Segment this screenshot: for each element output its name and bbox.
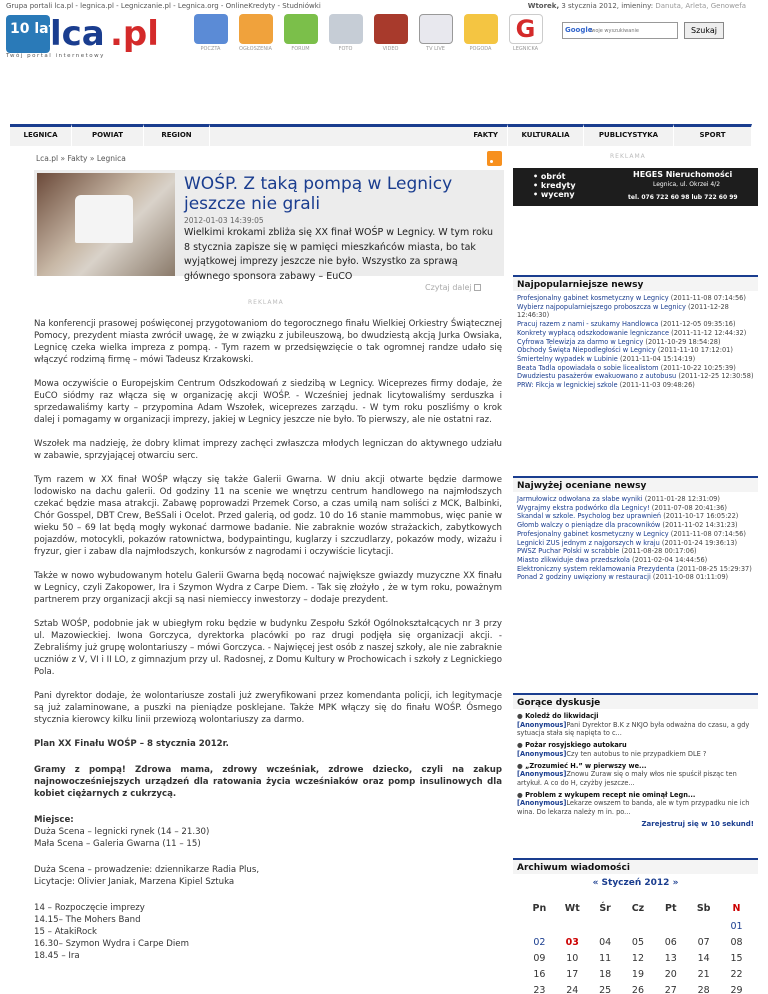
news-item bbox=[517, 338, 754, 347]
tab-kulturalia[interactable]: KULTURALIA bbox=[508, 124, 584, 146]
google-logo: Google bbox=[565, 26, 593, 34]
logo-tagline: Twój portal internetowy bbox=[6, 53, 105, 59]
news-item bbox=[517, 521, 754, 530]
article-paragraph: Sztab WOŚP, podobnie jak w ubiegłym roku będzie w budynku Zespołu Szkół Ogólnokształcących nr 3 przy ul. Mazowieckiej. Iwona Gorczyca, dyrektorka placówki po raz drugi podjęła się organizacji akcji. - Zebraliśmy już grupę wolontariuszy – mówi Gorczyca. - Najwięcej jest osób z naszej szkoły, ale nie zabraknie uczniów z V, VI i II LO, z gimnazjum przy ul. Radosnej, z Domu Kultury w Prochowicach i szkoły z Legnickiego Pola. bbox=[34, 619, 502, 677]
calendar-day bbox=[654, 918, 687, 934]
discussion-text: Lekarze owszem to banda, ale w tym przypadku nie ich wina. Do lekarza należy m in. po... bbox=[517, 799, 750, 817]
prev-month-button[interactable]: « bbox=[592, 878, 599, 888]
news-timestamp: (2011-12-05 09:35:16) bbox=[660, 320, 736, 329]
services-bar bbox=[188, 14, 548, 58]
calendar-day[interactable]: 05 bbox=[631, 936, 644, 948]
service-video[interactable]: VIDEO bbox=[368, 14, 413, 58]
calendar-day bbox=[687, 918, 720, 934]
jersey-shape bbox=[75, 195, 133, 243]
news-timestamp: (2011-10-08 01:11:09) bbox=[652, 573, 729, 582]
discussion-user: [Anonymous] bbox=[517, 720, 567, 729]
news-timestamp: (2011-11-08 07:14:56) bbox=[670, 529, 746, 538]
breadcrumb-fakty[interactable]: Fakty bbox=[67, 154, 88, 163]
news-item bbox=[517, 547, 754, 556]
news-item bbox=[517, 512, 754, 521]
weather-icon bbox=[464, 14, 498, 44]
camera-icon bbox=[329, 14, 363, 44]
news-link[interactable]: Śmiertelny wypadek w Lubinie bbox=[517, 354, 618, 363]
news-item bbox=[517, 294, 754, 303]
news-timestamp: (2011-12-28 12:46:30) bbox=[517, 302, 729, 320]
news-item bbox=[517, 381, 754, 390]
news-link[interactable]: Konkrety wypłacą odszkodowanie legniczance bbox=[517, 328, 670, 337]
news-timestamp: (2011-10-17 16:05:22) bbox=[663, 512, 739, 521]
calendar-weekday: N bbox=[732, 902, 741, 914]
discussion-title: ● Koledż do likwidacji bbox=[517, 712, 599, 720]
news-link[interactable]: Elektroniczny system reklamowania Prezydenta bbox=[517, 564, 675, 573]
tab-legnica[interactable]: LEGNICA bbox=[10, 124, 72, 146]
calendar-day[interactable]: 15 bbox=[730, 952, 743, 964]
calendar-day bbox=[523, 918, 556, 934]
article-header bbox=[34, 170, 504, 282]
news-link[interactable]: Profesjonalny gabinet kosmetyczny w Legnicy bbox=[517, 529, 669, 538]
breadcrumb: Lca.pl » Fakty » Legnica bbox=[36, 154, 126, 163]
service-ads[interactable]: OGŁOSZENIA bbox=[233, 14, 278, 58]
tab-publicystyka[interactable]: PUBLICYSTYKA bbox=[584, 124, 674, 146]
ad-label-article: REKLAMA bbox=[248, 299, 284, 306]
calendar-day[interactable]: 24 bbox=[566, 984, 579, 994]
bullet-icon: ● bbox=[517, 741, 526, 750]
discussion-text: Znowu Żuraw się o mały włos nie spuścił pisząc ten artykuł. A co do H, czyżby jeszcze... bbox=[517, 770, 737, 787]
news-link[interactable]: Beata Tadla opowiadała o sobie licealistom bbox=[517, 363, 659, 372]
news-timestamp: (2011-11-08 07:14:56) bbox=[670, 294, 746, 302]
calendar-table bbox=[523, 898, 753, 994]
news-link[interactable]: Ponad 2 godziny uwięziony w restauracji bbox=[517, 573, 651, 582]
news-item bbox=[517, 504, 754, 513]
article-title: WOŚP. Z taką pompą w Legnicy jeszcze nie grali bbox=[184, 174, 453, 214]
popular-news-box bbox=[513, 275, 758, 393]
forum-icon bbox=[284, 14, 318, 44]
news-link[interactable]: Pracuj razem z nami - szukamy Handlowca bbox=[517, 320, 659, 329]
news-timestamp: (2011-08-28 00:17:06) bbox=[621, 547, 697, 556]
calendar-day[interactable]: 02 bbox=[533, 936, 546, 948]
calendar-day[interactable]: 10 bbox=[566, 952, 579, 964]
news-link[interactable]: Skandal w szkole. Psycholog bez uprawnień bbox=[517, 512, 662, 521]
service-weather[interactable]: POGODA bbox=[458, 14, 503, 58]
service-photo[interactable]: FOTO bbox=[323, 14, 368, 58]
news-link[interactable]: PRW: Fikcja w legnickiej szkole bbox=[517, 381, 618, 390]
bullet-icon: ● bbox=[517, 761, 526, 770]
news-item bbox=[517, 329, 754, 338]
news-item bbox=[517, 556, 754, 565]
calendar-weekday: Wt bbox=[564, 902, 580, 914]
calendar-day[interactable]: 18 bbox=[599, 968, 612, 980]
search-button[interactable]: Szukaj bbox=[684, 22, 724, 39]
portal-group-links[interactable]: Grupa portali lca.pl - legnica.pl - Legniczanie.pl - Legnica.org - OnlineKredyty - Studniówki bbox=[6, 2, 321, 10]
calendar-day[interactable]: 08 bbox=[730, 936, 743, 948]
calendar-day[interactable]: 07 bbox=[697, 936, 710, 948]
discussion-user: [Anonymous] bbox=[517, 799, 567, 808]
hot-discussions-box bbox=[513, 693, 758, 831]
calendar-day[interactable]: 22 bbox=[730, 968, 743, 980]
calendar-day[interactable]: 27 bbox=[664, 984, 677, 994]
next-month-button[interactable]: » bbox=[672, 878, 679, 888]
box-title: Gorące dyskusje bbox=[513, 695, 758, 709]
calendar-day[interactable]: 06 bbox=[664, 936, 677, 948]
top-rated-list bbox=[513, 492, 758, 585]
news-timestamp: (2011-11-03 09:48:26) bbox=[619, 381, 695, 390]
tab-sport[interactable]: SPORT bbox=[674, 124, 752, 146]
news-link[interactable]: PWSZ Puchar Polski w scrabble bbox=[517, 547, 620, 556]
news-link[interactable]: Profesjonalny gabinet kosmetyczny w Legnicy bbox=[517, 294, 669, 302]
read-more-link[interactable]: Czytaj dalej bbox=[425, 283, 481, 292]
news-link[interactable]: Jarmułowicz odwołana za słabe wyniki bbox=[517, 495, 643, 503]
discussion-item[interactable] bbox=[517, 712, 754, 738]
news-link[interactable]: Wygrajmy ekstra podwórko dla Legnicy! bbox=[517, 503, 650, 512]
tv-icon bbox=[419, 14, 453, 44]
calendar-day[interactable]: 13 bbox=[664, 952, 677, 964]
calendar-day[interactable]: 29 bbox=[730, 984, 743, 994]
discussion-title: ● Problem z wykupem recept nie ominął Legn... bbox=[517, 790, 696, 799]
news-link[interactable]: Dwudziestu pasażerów ewakuowano z autobusu bbox=[517, 372, 677, 381]
article-date: 2012-01-03 14:39:05 bbox=[184, 216, 264, 225]
calendar-day[interactable]: 25 bbox=[599, 984, 612, 994]
calendar-day[interactable]: 16 bbox=[533, 968, 546, 980]
calendar-day[interactable]: 04 bbox=[599, 936, 612, 948]
month-label: Styczeń 2012 bbox=[601, 878, 670, 888]
article-paragraph: Także w nowo wybudowanym hotelu Galerii Gwarna będą nocować największe gwiazdy muzyczne XX finału w Legnicy, czyli Zakopower, Ira i Szymon Wydra z Carpe Diem. - Tak się złożyło , że w tym roku, poważnym partnerem przy organizacji akcji są nasi niemieccy inwestorzy – dodaje prezydent. bbox=[34, 571, 502, 605]
news-item bbox=[517, 539, 754, 548]
plan-title: Plan XX Finału WOŚP – 8 stycznia 2012r. bbox=[34, 739, 229, 749]
archive-calendar bbox=[513, 858, 758, 994]
news-item bbox=[517, 530, 754, 539]
tab-powiat[interactable]: POWIAT bbox=[72, 124, 144, 146]
mail-icon bbox=[194, 14, 228, 44]
discussion-user: [Anonymous] bbox=[517, 749, 567, 758]
popular-news-list bbox=[513, 291, 758, 393]
service-legnicka[interactable]: G LEGNICKA bbox=[503, 14, 548, 58]
news-link[interactable]: Wybierz najpopularniejszego proboszcza w Legnicy bbox=[517, 302, 686, 311]
news-link[interactable]: Cyfrowa Telewizja za darmo w Legnicy bbox=[517, 337, 644, 346]
heges-ad-banner[interactable] bbox=[513, 168, 758, 206]
logo-years: 10 lat bbox=[10, 21, 56, 37]
ad-label-top: REKLAMA bbox=[610, 153, 646, 160]
box-title: Archiwum wiadomości bbox=[513, 860, 758, 874]
calendar-day[interactable]: 09 bbox=[533, 952, 546, 964]
top-bar bbox=[0, 0, 768, 12]
news-timestamp: (2011-12-25 12:30:58) bbox=[678, 372, 754, 381]
video-icon bbox=[374, 14, 408, 44]
motto: Gramy z pompą! Zdrowa mama, zdrowy wcześniak, zdrowe dziecko, czyli na zakup najnowocześniejszych urządzeń dla ratowania życia wcześniaków oraz pomp insulinowych dla kobiet ciężarnych z cukrzycą. bbox=[34, 765, 502, 799]
calendar-day[interactable]: 28 bbox=[697, 984, 710, 994]
news-timestamp: (2011-01-24 19:36:13) bbox=[661, 538, 738, 547]
calendar-day[interactable]: 19 bbox=[631, 968, 644, 980]
article-photo bbox=[37, 173, 175, 276]
places: Miejsce: Duża Scena – legnicki rynek (14 – 21.30) Mała Scena – Galeria Gwarna (11 – 15) bbox=[34, 815, 210, 849]
calendar-weekday: Cz bbox=[631, 902, 645, 914]
discussions-list bbox=[513, 709, 758, 831]
discussion-user: [Anonymous] bbox=[517, 770, 567, 779]
calendar-day bbox=[589, 918, 622, 934]
site-logo[interactable] bbox=[6, 15, 176, 59]
news-link[interactable]: Głomb walczy o pieniądze dla pracowników bbox=[517, 521, 661, 530]
news-timestamp: (2011-11-12 12:44:32) bbox=[671, 328, 747, 337]
news-item bbox=[517, 346, 754, 355]
service-tv[interactable]: TV LIVE bbox=[413, 14, 458, 58]
box-title: Najwyżej oceniane newsy bbox=[513, 478, 758, 492]
news-item bbox=[517, 320, 754, 329]
calendar-day[interactable]: 03 bbox=[565, 936, 579, 948]
calendar-day[interactable]: 01 bbox=[730, 920, 743, 932]
service-mail[interactable]: POCZTA bbox=[188, 14, 233, 58]
news-timestamp: (2011-01-28 12:31:09) bbox=[644, 495, 720, 503]
ad-phone: tel. 076 722 60 98 lub 722 60 99 bbox=[628, 194, 738, 201]
calendar-day[interactable]: 26 bbox=[631, 984, 644, 994]
news-item bbox=[517, 372, 754, 381]
discussion-text: Pani Dyrektor B.K z NKJO była odważna do czasu, a gdy sytuacja stała się napięta to c... bbox=[517, 720, 750, 738]
news-timestamp: (2011-02-04 14:44:56) bbox=[632, 555, 708, 564]
ad-address: Legnica, ul. Okrzei 4/2 bbox=[653, 181, 721, 188]
calendar-day bbox=[556, 918, 589, 934]
checkbox-icon bbox=[474, 284, 481, 291]
service-forum[interactable]: FORUM bbox=[278, 14, 323, 58]
news-timestamp: (2011-11-04 15:14:19) bbox=[619, 354, 696, 363]
register-link[interactable]: Zarejestruj się w 10 sekund! bbox=[641, 819, 754, 828]
ad-bullets: • obrót • kredyty • wyceny bbox=[533, 172, 576, 199]
logo-name: lca bbox=[50, 14, 105, 54]
calendar-day[interactable]: 17 bbox=[566, 968, 579, 980]
article-paragraph: Tym razem w XX finał WOŚP włączy się także Galerii Gwarna. W dniu akcji otwarte będzie darmowe lodowisko na dachu galerii. Od godziny 11 na scenie we wnętrzu centrum handlowego na najmłodszych czekać będzie masa atrakcji. Zabawę poprowadzi Przemek Corso, a czas umilą nam soliści z MCK, Balbinki, Chór Gosspel, DBT Crew, BeSSali i Ocelot. Przed galerią, od godz. 10 do 16 stanie mammobus, więc panie w wieku 50 – 69 lat będą mogły wykonać darmowe badanie. Nie zabraknie wozów strażackich, zabytkowych pojazdów, motocykli, pokazów ratownictwa, bodypaintingu, kuglarzy i szczudlarzy, pokazów mody, wizażu i fryzur, gier i zabaw dla najmłodszych, konkursów z nagrodami i oczywiście licytacji. bbox=[34, 475, 502, 557]
news-item bbox=[517, 303, 754, 320]
news-timestamp: (2011-08-25 15:29:37) bbox=[676, 564, 752, 573]
article-body bbox=[34, 318, 502, 962]
news-item bbox=[517, 573, 754, 582]
article-paragraph: Pani dyrektor dodaje, że wolontariusze zostali już zweryfikowani przez komendanta policji, ich legitymacje są już zalaminowane, a puszki na pieniądze posklejane. Także MPK włączy się do finału WOŚP. Ósmego stycznia kierowcy kilku linii przewiozą wolontariuszy za darmo. bbox=[34, 691, 502, 725]
news-timestamp: (2011-10-29 18:54:28) bbox=[645, 337, 721, 346]
calendar-day[interactable]: 11 bbox=[599, 952, 612, 964]
top-rated-box bbox=[513, 476, 758, 585]
box-title: Najpopularniejsze newsy bbox=[513, 277, 758, 291]
calendar-day bbox=[622, 918, 655, 934]
article-paragraph: Mowa oczywiście o Europejskim Centrum Odszkodowań z siedzibą w Legnicy. Wiceprezes firmy dodaje, że EuCO siódmy raz włącza się w organizację akcji WOŚP. - Wcześniej jednak licytowaliśmy serduszka i sprzedawaliśmy karty – przypomina Adam Wszołek, wiceprezes zarządu. - W tym roku poszliśmy o krok dalej i pomagamy w organizacji imprezy, jakiej w Legnicy jeszcze nie było. To pierwszy, ale nie ostatni raz. bbox=[34, 379, 502, 425]
news-item bbox=[517, 495, 754, 504]
calendar-weekday: Pt bbox=[665, 902, 677, 914]
calendar-day[interactable]: 23 bbox=[533, 984, 546, 994]
news-timestamp: (2011-07-08 20:41:36) bbox=[651, 503, 727, 512]
news-item bbox=[517, 355, 754, 364]
rss-icon[interactable] bbox=[487, 151, 502, 166]
main-nav bbox=[10, 124, 752, 146]
search-box bbox=[562, 22, 724, 39]
date-and-namedays: Wtorek, 3 stycznia 2012, imieniny: Danuta, Arleta, Genowefa bbox=[527, 2, 746, 10]
ad-company: HEGES Nieruchomości bbox=[633, 170, 733, 179]
breadcrumb-legnica[interactable]: Legnica bbox=[96, 154, 126, 163]
calendar-weekday: Pn bbox=[532, 902, 547, 914]
calendar-day[interactable]: 14 bbox=[697, 952, 710, 964]
discussion-title: ● „Zrozumieć H.” w pierwszy we... bbox=[517, 761, 647, 770]
breadcrumb-home[interactable]: Lca.pl bbox=[36, 154, 59, 163]
bullet-icon: ● bbox=[517, 712, 526, 720]
news-timestamp: (2011-10-22 10:25:39) bbox=[660, 363, 736, 372]
tab-fakty[interactable]: FAKTY bbox=[210, 124, 508, 146]
news-item bbox=[517, 364, 754, 373]
calendar-weekday: Sb bbox=[696, 902, 711, 914]
tab-region[interactable]: REGION bbox=[144, 124, 210, 146]
calendar-day[interactable]: 21 bbox=[697, 968, 710, 980]
discussion-title: ● Pożar rosyjskiego autokaru bbox=[517, 741, 627, 750]
calendar-month bbox=[513, 878, 758, 888]
news-link[interactable]: Miasto zlikwiduje dwa przedszkola bbox=[517, 555, 630, 564]
hosts: Duża Scena – prowadzenie: dziennikarze Radia Plus, Licytacje: Olivier Janiak, Marzena Kipiel Sztuka bbox=[34, 865, 260, 887]
discussion-item[interactable] bbox=[517, 791, 754, 817]
article-lead: Wielkimi krokami zbliża się XX finał WOŚP w Legnicy. W tym roku 8 stycznia zapisze się w pamięci mieszkańców miasta, bo tak wyjątkowej imprezy jeszcze nie było. Wszystko za sprawą głównego sponsora zabawy – EuCO bbox=[184, 227, 494, 282]
article-paragraph: Wszołek ma nadzieję, że dobry klimat imprezy zachęci zwłaszcza młodych legniczan do aktywnego udziału w zabawie, sprzyjającej otwarciu serc. bbox=[34, 439, 502, 461]
article-paragraph: Na konferencji prasowej poświęconej przygotowaniom do tegorocznego finału Wielkiej Orkiestry Świątecznej Pomocy, prezydent miasta zwrócił uwagę, że w związku z jubileuszową, bo dwudziestą akcją Jurka Owsiaka, Legnicę czeka wielka impreza z pompą. - Tym razem w przedsięwzięcie o tak ogromnej randze udało się włączyć rodzimą firmę – mówi Tadeusz Krzakowski. bbox=[34, 319, 502, 365]
calendar-day[interactable]: 12 bbox=[631, 952, 644, 964]
discussion-text: Czy ten autobus to nie przypadkiem DLE ? bbox=[566, 749, 707, 758]
calendar-day[interactable]: 20 bbox=[664, 968, 677, 980]
discussion-item[interactable] bbox=[517, 762, 754, 788]
bullet-icon: ● bbox=[517, 790, 526, 799]
logo-tld: .pl bbox=[110, 14, 159, 54]
legnicka-icon: G bbox=[509, 14, 543, 44]
schedule: 14 – Rozpoczęcie imprezy 14.15– The Mohers Band 15 – AtakiRock 16.30– Szymon Wydra i Carpe Diem 18.45 – Ira bbox=[34, 903, 189, 961]
ads-icon bbox=[239, 14, 273, 44]
news-link[interactable]: Legnicki ZUS jednym z najgorszych w kraju bbox=[517, 538, 660, 547]
discussion-item[interactable] bbox=[517, 741, 754, 758]
news-item bbox=[517, 565, 754, 574]
news-link[interactable]: Obchody Święta Niepodległości w Legnicy bbox=[517, 346, 656, 355]
news-timestamp: (2011-11-10 17:12:01) bbox=[657, 346, 733, 355]
calendar-weekday: Śr bbox=[599, 902, 611, 914]
news-timestamp: (2011-11-02 14:31:23) bbox=[662, 521, 738, 530]
